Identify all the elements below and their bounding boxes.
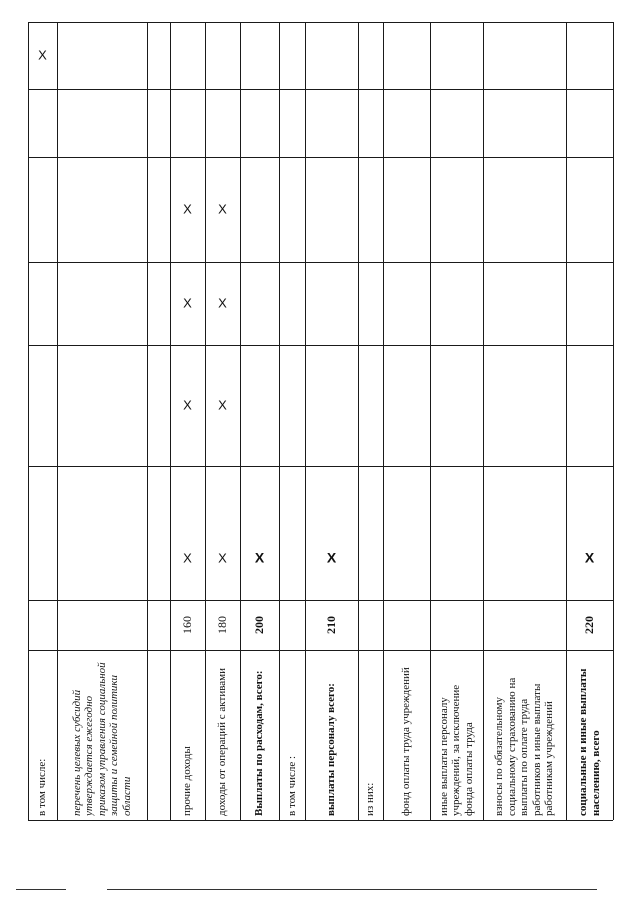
row-divider [279, 22, 280, 820]
column-divider [28, 262, 613, 263]
row-divider [28, 22, 29, 820]
cross-mark: X [183, 201, 192, 217]
column-divider [28, 89, 613, 90]
row-code: 220 [582, 616, 597, 634]
cross-mark: X [218, 201, 227, 217]
cross-mark: X [183, 295, 192, 311]
column-divider [28, 22, 613, 23]
row-divider [170, 22, 171, 820]
row-divider [57, 22, 58, 820]
column-divider [28, 345, 613, 346]
row-label: выплаты персоналу всего: [325, 683, 338, 816]
column-divider [28, 466, 613, 467]
row-divider [358, 22, 359, 820]
row-label: иные выплаты персоналу учреждений, за исключение фонда оплаты труда [437, 684, 475, 816]
row-label: доходы от операций с активами [216, 668, 229, 816]
column-divider [28, 650, 613, 651]
row-label: прочие доходы [181, 746, 194, 816]
row-code: 200 [252, 616, 267, 634]
row-code: 210 [324, 616, 339, 634]
cross-mark: X [254, 549, 265, 566]
row-label: социальные и иные выплаты населению, всего [577, 668, 602, 816]
cross-mark: X [584, 549, 595, 566]
row-divider [240, 22, 241, 820]
cross-mark: X [183, 397, 192, 413]
cross-mark: X [183, 550, 192, 566]
row-code: 180 [215, 616, 230, 634]
row-divider [147, 22, 148, 820]
column-divider [28, 820, 613, 821]
cross-mark: X [218, 295, 227, 311]
cross-mark: X [218, 397, 227, 413]
row-label: в том числе : [285, 755, 298, 816]
row-label [149, 654, 168, 816]
cross-mark: X [38, 47, 47, 63]
row-label: в том числе: [36, 758, 49, 816]
row-divider [483, 22, 484, 820]
row-divider [383, 22, 384, 820]
row-label: фонд оплаты труда учреждений [400, 667, 413, 816]
row-label: перечень целевых субсидий утверждается ежегодно приказом управления социальной защиты и семейной политики области [70, 662, 133, 816]
row-label: Выплаты по расходам, всего: [253, 670, 266, 816]
row-divider [430, 22, 431, 820]
row-label: взносы по обязательному социальному страхованию на выплаты по оплате труда работников и иные выплаты работникам учреждений [493, 677, 556, 816]
row-divider [613, 22, 614, 820]
cross-mark: X [218, 550, 227, 566]
row-code: 160 [180, 616, 195, 634]
row-label: из них: [364, 782, 377, 816]
row-divider [305, 22, 306, 820]
row-divider [205, 22, 206, 820]
row-divider [566, 22, 567, 820]
footer-rule-right [107, 889, 597, 890]
footer-rule-left [16, 889, 66, 890]
cross-mark: X [326, 549, 337, 566]
column-divider [28, 157, 613, 158]
